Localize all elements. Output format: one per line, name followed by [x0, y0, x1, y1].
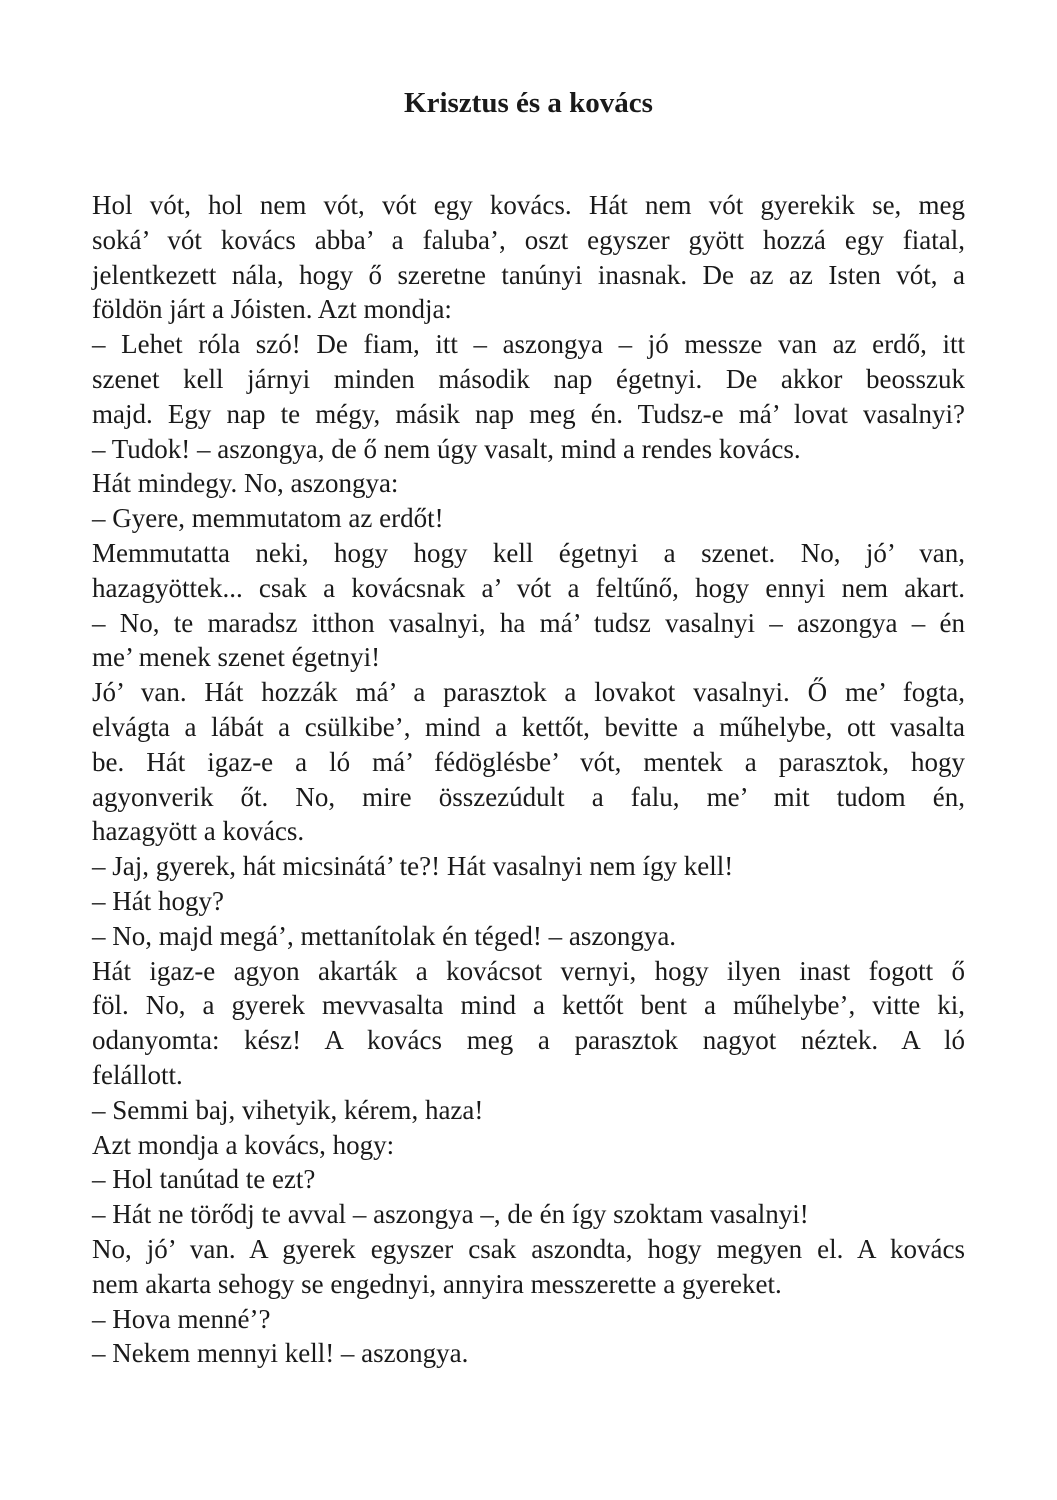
- text-line: jelentkezett nála, hogy ő szeretne tanúnyi inasnak. De az az Isten vót, a: [92, 259, 965, 290]
- text-line: földön járt a Jóisten. Azt mondja:: [92, 294, 452, 325]
- text-line: agyonverik őt. No, mire összezúdult a falu, me’ mit tudom én,: [92, 781, 965, 812]
- text-line: – Hát hogy?: [92, 885, 224, 916]
- text-line: – No, te maradsz itthon vasalnyi, ha má’ tudsz vasalnyi – aszongya – én: [92, 607, 965, 638]
- text-line: odanyomta: kész! A kovács meg a parasztok nagyot néztek. A ló: [92, 1025, 965, 1056]
- text-line: be. Hát igaz-e a ló má’ fédöglésbe’ vót, mentek a parasztok, hogy: [92, 746, 965, 777]
- text-line: – Jaj, gyerek, hát micsinátá’ te?! Hát vasalnyi nem így kell!: [92, 851, 734, 882]
- text-line: Memmutatta neki, hogy hogy kell égetnyi a szenet. No, jó’ van,: [92, 537, 965, 568]
- text-line: – Lehet róla szó! De fiam, itt – aszongya – jó messze van az erdő, itt: [92, 329, 965, 360]
- text-line: majd. Egy nap te mégy, másik nap meg én. Tudsz-e má’ lovat vasalnyi?: [92, 398, 965, 429]
- text-line: – Hova menné’?: [92, 1303, 271, 1334]
- text-line: – Semmi baj, vihetyik, kérem, haza!: [92, 1094, 484, 1125]
- text-line: Hát igaz-e agyon akarták a kovácsot vernyi, hogy ilyen inast fogott ő: [92, 955, 965, 986]
- text-line: Hol vót, hol nem vót, vót egy kovács. Hát nem vót gyerekik se, meg: [92, 190, 965, 220]
- page-title: Krisztus és a kovács: [404, 87, 653, 119]
- text-line: – Hát ne törődj te avval – aszongya –, de én így szoktam vasalnyi!: [92, 1199, 809, 1230]
- text-line: – Gyere, memmutatom az erdőt!: [92, 503, 444, 534]
- text-line: soká’ vót kovács abba’ a faluba’, oszt egyszer gyött hozzá egy fiatal,: [92, 224, 965, 255]
- text-line: Hát mindegy. No, aszongya:: [92, 468, 399, 499]
- text-line: hazagyött a kovács.: [92, 816, 305, 847]
- text-line: felállott.: [92, 1059, 183, 1090]
- text-line: – Nekem mennyi kell! – aszongya.: [92, 1338, 469, 1369]
- text-line: – Hol tanútad te ezt?: [92, 1164, 316, 1195]
- text-line: szenet kell járnyi minden második nap égetnyi. De akkor beosszuk: [92, 363, 965, 394]
- story-text: [92, 188, 965, 1371]
- text-line: nem akarta sehogy se engednyi, annyira messzerette a gyereket.: [92, 1268, 782, 1299]
- text-line: föl. No, a gyerek mevvasalta mind a kettőt bent a műhelybe’, vitte ki,: [92, 990, 965, 1021]
- text-line: No, jó’ van. A gyerek egyszer csak aszondta, hogy megyen el. A kovács: [92, 1233, 965, 1264]
- text-line: – Tudok! – aszongya, de ő nem úgy vasalt, mind a rendes kovács.: [92, 433, 801, 464]
- text-line: elvágta a lábát a csülkibe’, mind a kettőt, bevitte a műhelybe, ott vasalta: [92, 711, 965, 742]
- text-line: Azt mondja a kovács, hogy:: [92, 1129, 395, 1160]
- text-line: me’ menek szenet égetnyi!: [92, 642, 381, 673]
- text-line: hazagyöttek... csak a kovácsnak a’ vót a feltűnő, hogy ennyi nem akart.: [92, 572, 965, 603]
- text-line: – No, majd megá’, mettanítolak én téged! – aszongya.: [92, 920, 677, 951]
- text-line: Jó’ van. Hát hozzák má’ a parasztok a lovakot vasalnyi. Ő me’ fogta,: [92, 677, 965, 708]
